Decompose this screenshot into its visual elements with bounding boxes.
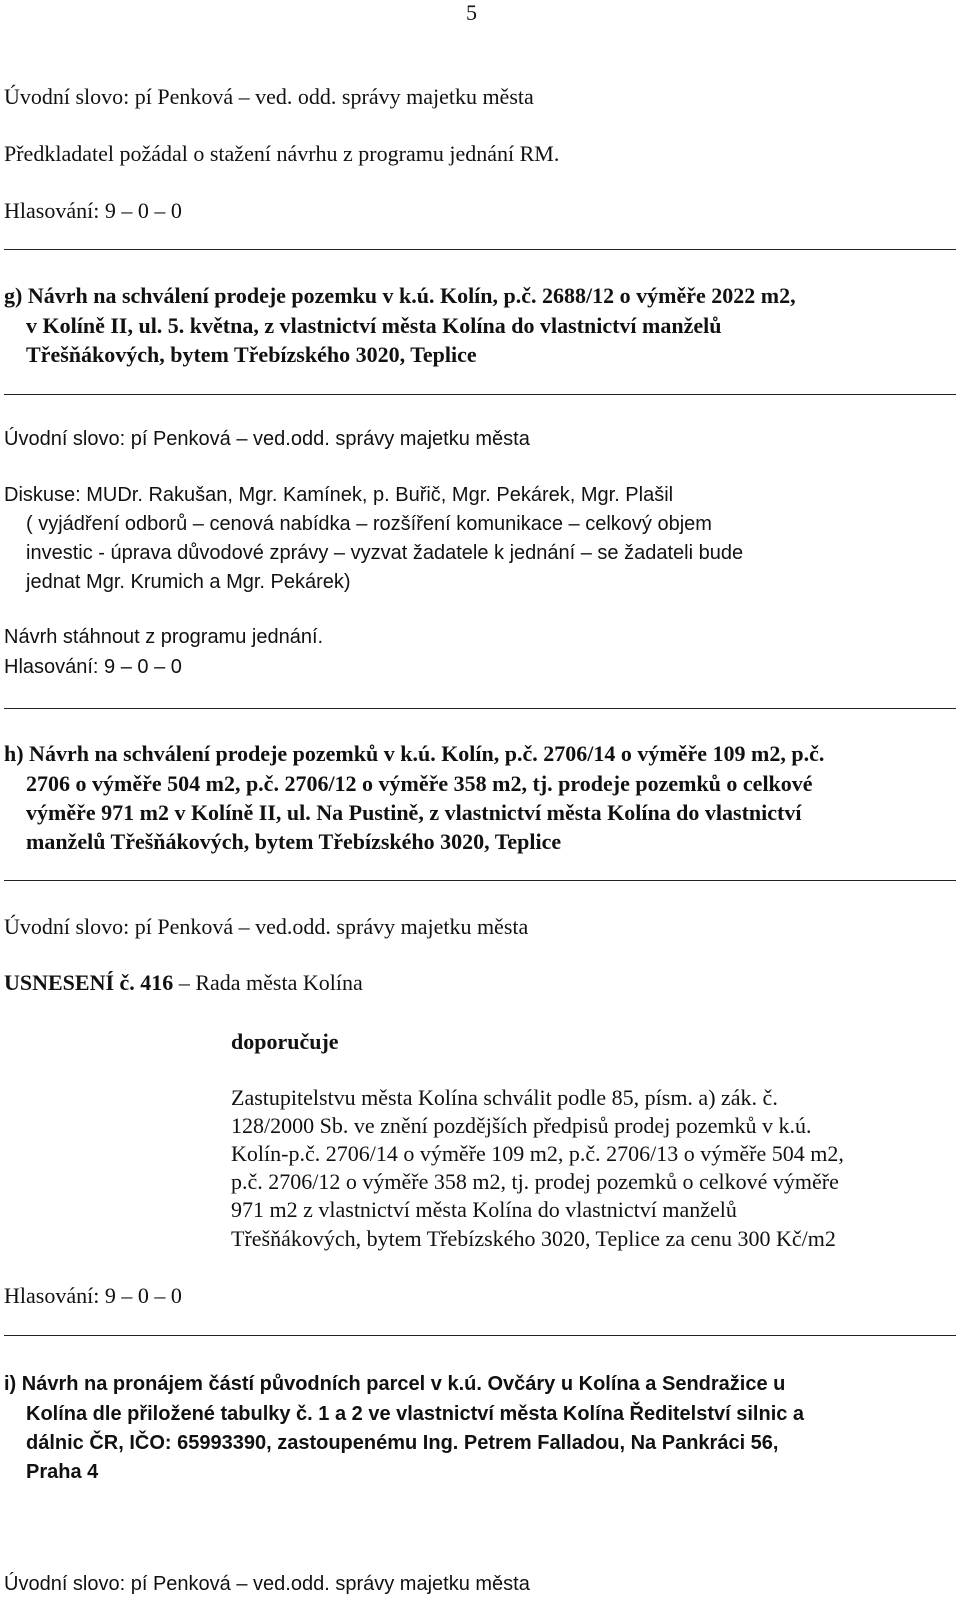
resolution-text-line: Kolín-p.č. 2706/14 o výměře 109 m2, p.č. 2706/13 o výměře 504 m2, xyxy=(231,1141,844,1166)
resolution-text-line: 971 m2 z vlastnictví města Kolína do vlastnictví manželů xyxy=(231,1197,737,1222)
discussion-line: jednat Mgr. Krumich a Mgr. Pekárek) xyxy=(26,571,351,593)
recommends-label: doporučuje xyxy=(231,1029,339,1054)
divider xyxy=(4,394,956,395)
vote-line: Hlasování: 9 – 0 – 0 xyxy=(4,1283,182,1308)
section-g-heading-line: Třešňákových, bytem Třebízského 3020, Teplice xyxy=(26,342,477,367)
resolution-text-line: Zastupitelstvu města Kolína schválit podle 85, písm. a) zák. č. xyxy=(231,1085,778,1110)
section-h-heading-line: h) Návrh na schválení prodeje pozemků v k.ú. Kolín, p.č. 2706/14 o výměře 109 m2, p.č. xyxy=(4,741,825,766)
section-i-heading-line: i) Návrh na pronájem částí původních parcel v k.ú. Ovčáry u Kolína a Sendražice u xyxy=(4,1373,786,1395)
resolution-number: USNESENÍ č. 416 xyxy=(4,970,174,995)
section-i-heading-line: Praha 4 xyxy=(26,1461,99,1483)
section-h-heading-line: manželů Třešňákových, bytem Třebízského 3020, Teplice xyxy=(26,829,562,854)
section-h-heading-line: výměře 971 m2 v Kolíně II, ul. Na Pustině, z vlastnictví města Kolína do vlastnictví xyxy=(26,800,802,825)
discussion-line: ( vyjádření odborů – cenová nabídka – rozšíření komunikace – celkový objem xyxy=(26,513,712,535)
resolution-line xyxy=(4,970,363,996)
section-i-heading-line: dálnic ČR, IČO: 65993390, zastoupenému Ing. Petrem Falladou, Na Pankráci 56, xyxy=(26,1432,779,1454)
intro-line: Úvodní slovo: pí Penková – ved.odd. správy majetku města xyxy=(4,1573,530,1595)
vote-line: Hlasování: 9 – 0 – 0 xyxy=(4,656,182,678)
section-i-heading-line: Kolína dle přiložené tabulky č. 1 a 2 ve vlastnictví města Kolína Ředitelství silnic a xyxy=(26,1403,805,1425)
page-number: 5 xyxy=(466,0,477,25)
discussion-line: Diskuse: MUDr. Rakušan, Mgr. Kamínek, p. Buřič, Mgr. Pekárek, Mgr. Plašil xyxy=(4,484,674,506)
section-g-heading-line: g) Návrh na schválení prodeje pozemku v k.ú. Kolín, p.č. 2688/12 o výměře 2022 m2, xyxy=(4,283,796,308)
resolution-text-line: 128/2000 Sb. ve znění pozdějších předpisů prodej pozemků v k.ú. xyxy=(231,1113,812,1138)
divider xyxy=(4,708,956,709)
section-h-heading-line: 2706 o výměře 504 m2, p.č. 2706/12 o výměře 358 m2, tj. prodeje pozemků o celkové xyxy=(26,771,813,796)
intro-line: Úvodní slovo: pí Penková – ved.odd. správy majetku města xyxy=(4,428,530,450)
intro-line: Úvodní slovo: pí Penková – ved.odd. správy majetku města xyxy=(4,914,529,939)
divider xyxy=(4,880,956,881)
proposal-line: Návrh stáhnout z programu jednání. xyxy=(4,626,324,648)
resolution-body: – Rada města Kolína xyxy=(173,970,363,995)
divider xyxy=(4,249,956,250)
intro-line: Úvodní slovo: pí Penková – ved. odd. správy majetku města xyxy=(4,84,534,109)
discussion-line: investic - úprava důvodové zprávy – vyzvat žadatele k jednání – se žadateli bude xyxy=(26,542,744,564)
vote-line: Hlasování: 9 – 0 – 0 xyxy=(4,198,182,223)
section-g-heading-line: v Kolíně II, ul. 5. května, z vlastnictví města Kolína do vlastnictví manželů xyxy=(26,313,722,338)
divider xyxy=(4,1335,956,1336)
resolution-text-line: p.č. 2706/12 o výměře 358 m2, tj. prodej pozemků o celkové výměře xyxy=(231,1169,839,1194)
resolution-text-line: Třešňákových, bytem Třebízského 3020, Teplice za cenu 300 Kč/m2 xyxy=(231,1226,836,1251)
withdrawal-note: Předkladatel požádal o stažení návrhu z programu jednání RM. xyxy=(4,141,560,166)
